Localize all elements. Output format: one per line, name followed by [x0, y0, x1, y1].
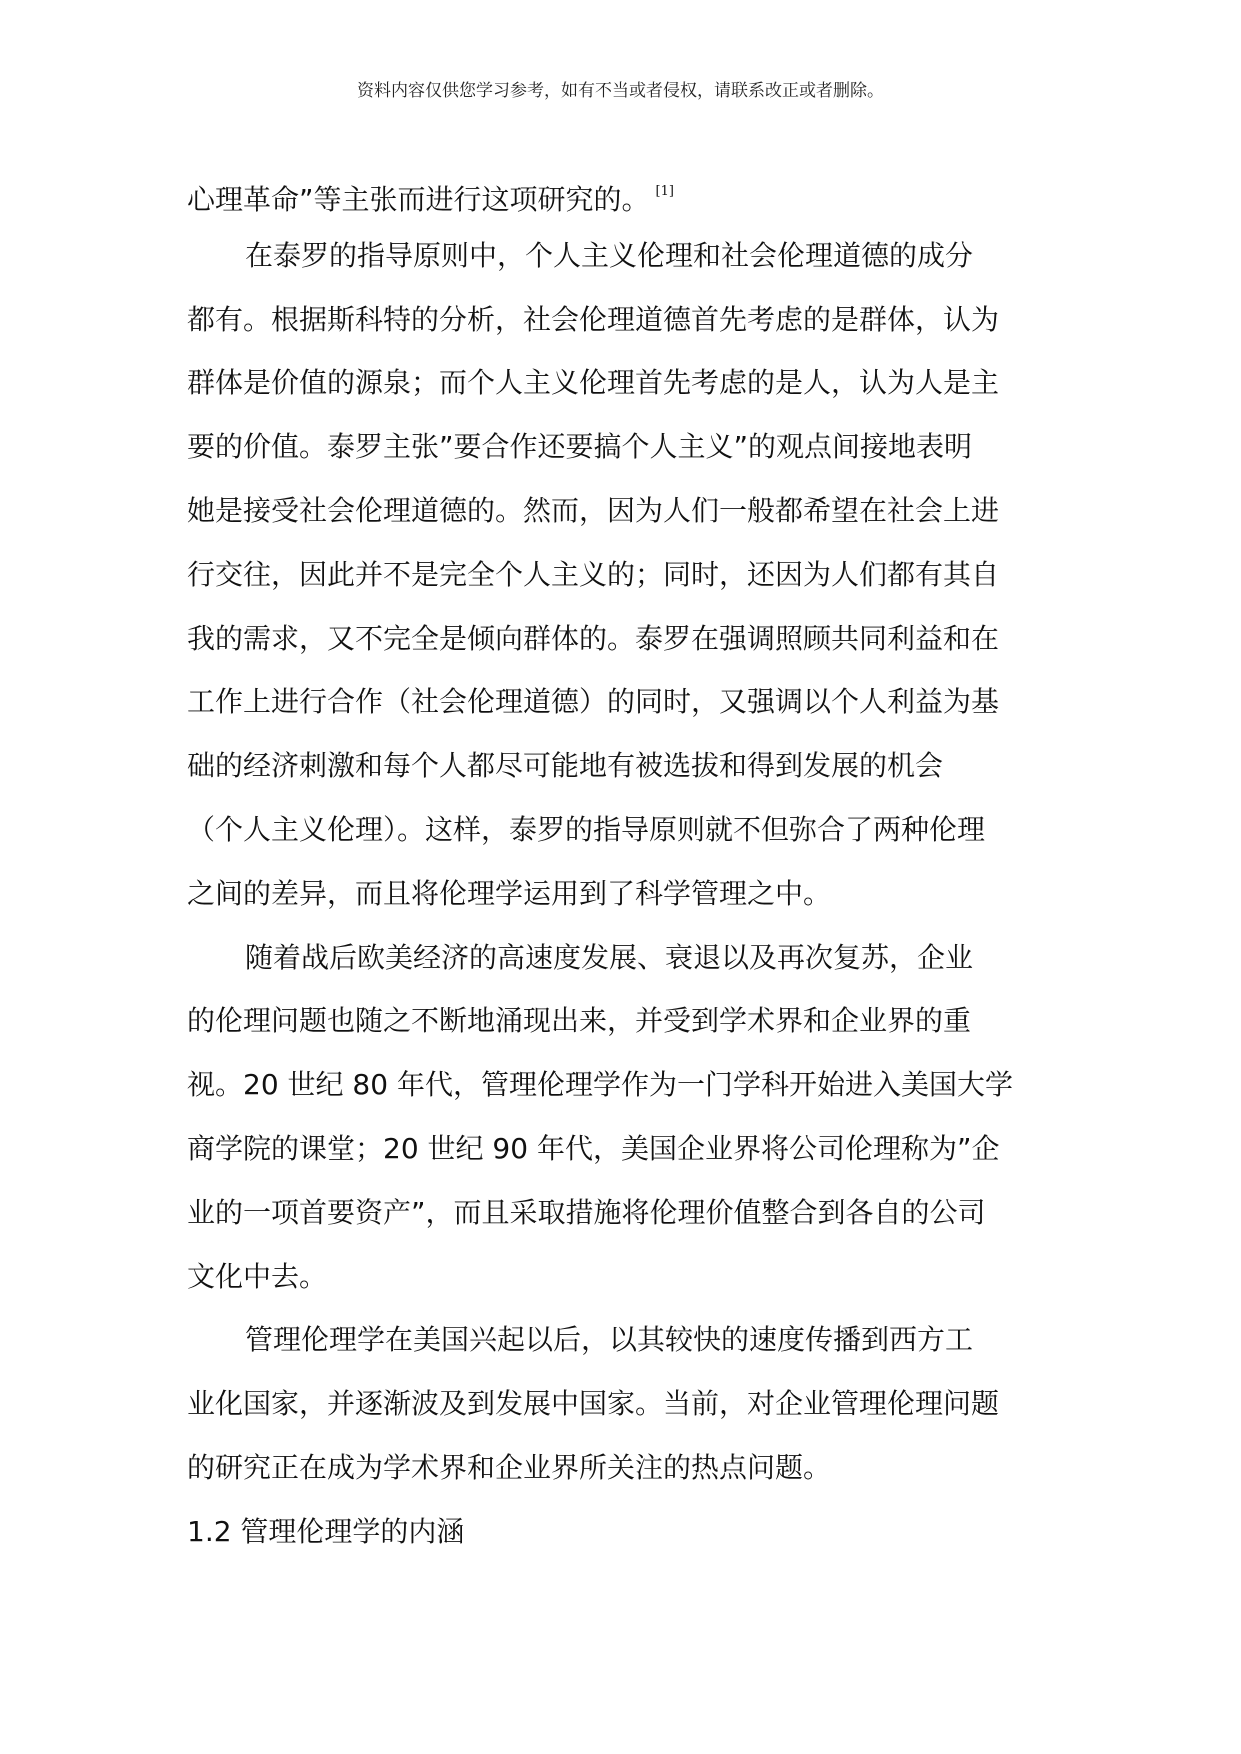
- paragraph-line: 文化中去。: [187, 1259, 328, 1293]
- paragraph-line: 础的经济刺激和每个人都尽可能地有被选拔和得到发展的机会: [187, 749, 944, 783]
- citation-marker: [1]: [655, 184, 674, 199]
- section-heading: 1.2 管理伦理学的内涵: [187, 1514, 465, 1548]
- paragraph-line: 行交往，因此并不是完全个人主义的；同时，还因为人们都有其自: [187, 557, 1000, 591]
- line-text: 心理革命”等主张而进行这项研究的。: [187, 183, 650, 216]
- document-body: [187, 160, 1067, 1564]
- page-header-notice: 资料内容仅供您学习参考，如有不当或者侵权，请联系改正或者删除。: [357, 81, 884, 101]
- paragraph-line: [187, 160, 1067, 224]
- paragraph-line: 她是接受社会伦理道德的。然而，因为人们一般都希望在社会上进: [187, 493, 1000, 527]
- paragraph-line: 都有。根据斯科特的分析，社会伦理道德首先考虑的是群体，认为: [187, 302, 1000, 336]
- paragraph-line: 随着战后欧美经济的高速度发展、衰退以及再次复苏，企业: [245, 940, 974, 974]
- paragraph-line: 商学院的课堂；20 世纪 90 年代，美国企业界将公司伦理称为”企: [187, 1131, 1000, 1165]
- paragraph-line: 业化国家，并逐渐波及到发展中国家。当前，对企业管理伦理问题: [187, 1387, 1000, 1421]
- paragraph-line: 工作上进行合作（社会伦理道德）的同时，又强调以个人利益为基: [187, 685, 1000, 719]
- paragraph-line: 管理伦理学在美国兴起以后，以其较快的速度传播到西方工: [245, 1323, 974, 1357]
- paragraph-line: 的研究正在成为学术界和企业界所关注的热点问题。: [187, 1450, 832, 1484]
- paragraph-line: 群体是价值的源泉；而个人主义伦理首先考虑的是人，认为人是主: [187, 366, 1000, 400]
- paragraph-line: 要的价值。泰罗主张”要合作还要搞个人主义”的观点间接地表明: [187, 430, 973, 464]
- paragraph-line: 之间的差异，而且将伦理学运用到了科学管理之中。: [187, 876, 832, 910]
- paragraph-line: 视。20 世纪 80 年代，管理伦理学作为一门学科开始进入美国大学: [187, 1068, 1013, 1102]
- paragraph-line: 在泰罗的指导原则中，个人主义伦理和社会伦理道德的成分: [245, 238, 974, 272]
- paragraph-line: 的伦理问题也随之不断地涌现出来，并受到学术界和企业界的重: [187, 1004, 972, 1038]
- paragraph-line: 业的一项首要资产”，而且采取措施将伦理价值整合到各自的公司: [187, 1195, 986, 1229]
- paragraph-line: （个人主义伦理）。这样，泰罗的指导原则就不但弥合了两种伦理: [187, 812, 986, 846]
- paragraph-line: 我的需求，又不完全是倾向群体的。泰罗在强调照顾共同利益和在: [187, 621, 1000, 655]
